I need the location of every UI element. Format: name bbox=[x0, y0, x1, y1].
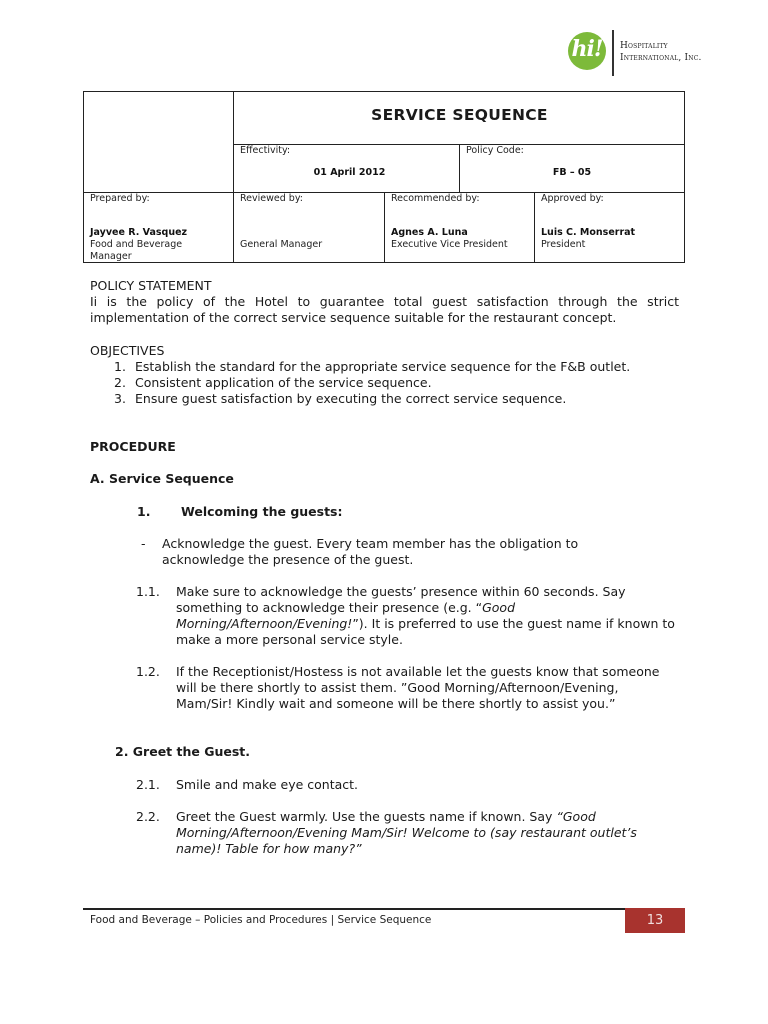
step-1-number: 1. bbox=[137, 504, 151, 519]
step-1-2-text: If the Receptionist/Hostess is not available let the guests know that someone will be there shortly to assist them. ”Good Morning/Afternoon/Evening, Mam/Sir! Kindly wait and someone will be there shortly to assist you.” bbox=[176, 664, 660, 711]
logo-letters: hi! bbox=[571, 36, 603, 62]
policy-code-value: FB – 05 bbox=[552, 167, 592, 178]
document-title: SERVICE SEQUENCE bbox=[371, 106, 548, 124]
approved-by-title: President bbox=[541, 239, 586, 250]
objective-item: Ensure guest satisfaction by executing the correct service sequence. bbox=[135, 391, 567, 406]
step-2-title: 2. Greet the Guest. bbox=[115, 744, 251, 759]
footer-rule bbox=[83, 908, 625, 910]
recommended-by-name: Agnes A. Luna bbox=[391, 227, 468, 238]
bullet-dash: - bbox=[141, 536, 146, 551]
prepared-by-label: Prepared by: bbox=[90, 193, 150, 204]
step-2-1-text: Smile and make eye contact. bbox=[176, 777, 359, 792]
objective-number: 2. bbox=[114, 375, 126, 390]
section-a-heading: A. Service Sequence bbox=[90, 471, 234, 486]
prepared-by-name: Jayvee R. Vasquez bbox=[90, 227, 188, 238]
step-2-2-number: 2.2. bbox=[136, 809, 160, 824]
reviewed-by-label: Reviewed by: bbox=[240, 193, 303, 204]
objective-number: 3. bbox=[114, 391, 126, 406]
recommended-by-label: Recommended by: bbox=[391, 193, 480, 204]
logo-line-2: International, Inc. bbox=[620, 53, 702, 63]
objective-number: 1. bbox=[114, 359, 126, 374]
logo-text bbox=[620, 40, 702, 64]
policy-code-label: Policy Code: bbox=[466, 145, 524, 156]
objectives-heading: OBJECTIVES bbox=[90, 343, 165, 358]
approved-by-name: Luis C. Monserrat bbox=[541, 227, 636, 238]
company-logo bbox=[566, 30, 726, 76]
step-2-2-text-a: Greet the Guest warmly. Use the guests name if known. Say bbox=[176, 809, 557, 824]
objective-item: Establish the standard for the appropriate service sequence for the F&B outlet. bbox=[135, 359, 631, 374]
reviewed-by-title: General Manager bbox=[240, 239, 323, 250]
step-1-1-number: 1.1. bbox=[136, 584, 160, 599]
step-1-1-text-a: Make sure to acknowledge the guests’ presence within 60 seconds. Say something to acknowledge their presence (e.g. “ bbox=[176, 584, 626, 615]
footer-text: Food and Beverage – Policies and Procedures | Service Sequence bbox=[90, 914, 432, 926]
table-divider bbox=[384, 192, 385, 263]
step-2-2-text bbox=[176, 809, 681, 857]
step-1-1-text-b: ”). It is preferred to use the guest name if known to make a more personal service style. bbox=[176, 616, 675, 647]
logo-divider bbox=[612, 30, 614, 76]
policy-heading: POLICY STATEMENT bbox=[90, 278, 212, 293]
table-divider bbox=[534, 192, 535, 263]
logo-line-1: Hospitality bbox=[620, 41, 668, 51]
effectivity-label: Effectivity: bbox=[240, 145, 291, 156]
step-1-1-text bbox=[176, 584, 676, 648]
dash-text: Acknowledge the guest. Every team member has the obligation to acknowledge the presence of the guest. bbox=[162, 536, 579, 567]
step-1-1-text-italic: Good Morning/Afternoon/Evening! bbox=[176, 600, 516, 631]
policy-text: Ii is the policy of the Hotel to guarantee total guest satisfaction through the strict implementation of the correct service sequence suitable for the restaurant concept. bbox=[90, 294, 679, 325]
approved-by-label: Approved by: bbox=[541, 193, 604, 204]
step-1-title: Welcoming the guests: bbox=[181, 504, 343, 519]
page-number: 13 bbox=[625, 908, 685, 933]
step-1-2-number: 1.2. bbox=[136, 664, 160, 679]
recommended-by-title: Executive Vice President bbox=[391, 239, 508, 250]
prepared-by-title: Food and Beverage Manager bbox=[90, 239, 183, 262]
step-2-1-number: 2.1. bbox=[136, 777, 160, 792]
table-divider bbox=[233, 192, 234, 263]
objective-item: Consistent application of the service sequence. bbox=[135, 375, 432, 390]
procedure-heading: PROCEDURE bbox=[90, 439, 176, 454]
step-2-2-text-italic: “Good Morning/Afternoon/Evening Mam/Sir! Welcome to (say restaurant outlet’s name)! Table for how many?” bbox=[176, 809, 637, 856]
effectivity-value: 01 April 2012 bbox=[313, 167, 386, 178]
